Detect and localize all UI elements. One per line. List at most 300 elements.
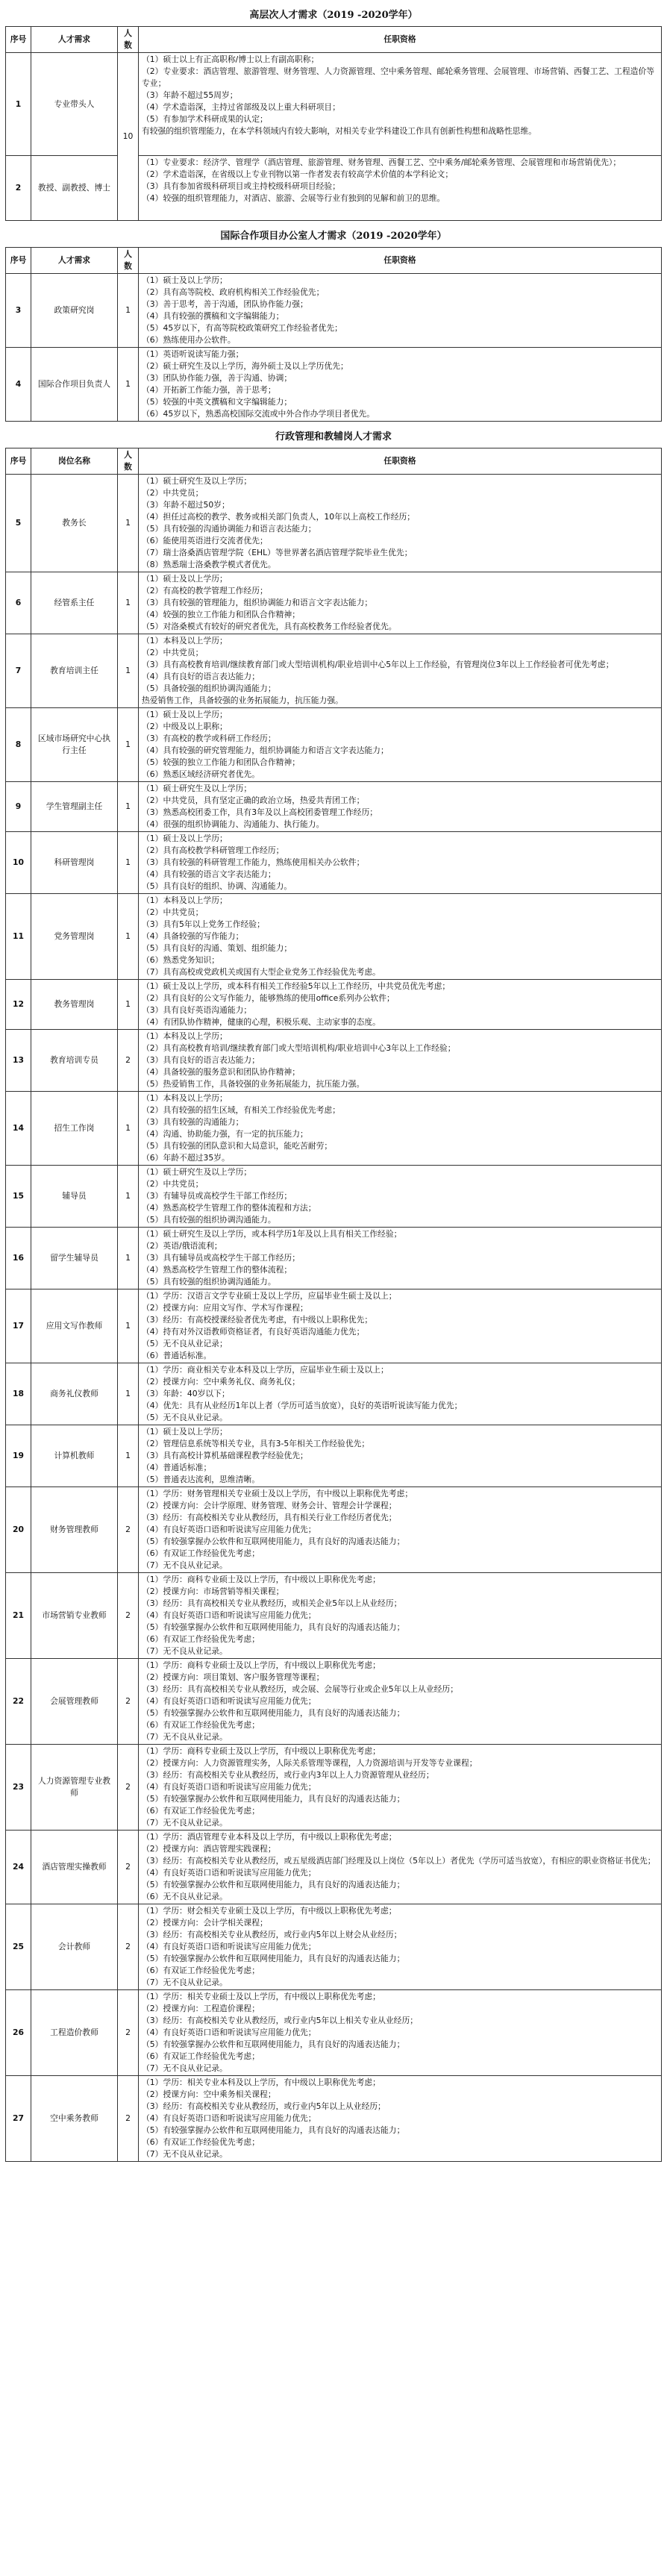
headcount: 2	[118, 1990, 139, 2076]
row-number: 2	[6, 156, 31, 221]
position-name: 会展管理教师	[31, 1659, 118, 1745]
requirement-line: （7）无不良从业记录。	[142, 2149, 228, 2159]
table-row	[6, 53, 662, 156]
table-row	[6, 894, 662, 980]
requirement-line: （2）有高校的教学管理工作经历；	[142, 586, 268, 595]
row-number: 22	[6, 1659, 31, 1745]
requirement-line: （4）具备较强的服务意识和团队协作精神；	[142, 1067, 301, 1077]
requirement-line: （2）学术造诣深，在省级以上专业刊物以第一作者发表有较高学术价值的本学科论文；	[142, 169, 454, 179]
requirement-line: （2）中共党员；	[142, 907, 204, 917]
requirement-line: （2）具有高校教育培训/继续教育部门或大型培训机构/职业培训中心3年以上工作经验；	[142, 1043, 456, 1053]
headcount: 1	[118, 782, 139, 832]
requirement-line: （3）具有高校计算机基础课程教学经验优先；	[142, 1451, 308, 1460]
intl-table-body	[6, 274, 662, 422]
headcount: 2	[118, 2076, 139, 2162]
requirement-line: （6）有双证工作经验优先考虑；	[142, 2051, 260, 2061]
requirement-line: （5）有较强掌握办公软件和互联网使用能力，具有良好的沟通表达能力；	[142, 1880, 405, 1889]
requirement-line: （7）无不良从业记录。	[142, 1560, 228, 1570]
requirement-line: （5）热爱销售工作，具备较强的业务拓展能力，抗压能力强。	[142, 1079, 365, 1089]
requirements-cell	[139, 1425, 662, 1487]
requirements-cell	[139, 1289, 662, 1363]
requirement-line: （3）具有高校教育培训/继续教育部门或大型培训机构/职业培训中心5年以上工作经验，有管理岗位3年以上工作经验者可优先考虑；	[142, 660, 614, 669]
requirement-line: （6）有双证工作经验优先考虑；	[142, 1548, 260, 1558]
headcount: 2	[118, 1659, 139, 1745]
requirements-cell	[139, 634, 662, 708]
requirement-line: （3）具有5年以上党务工作经验；	[142, 919, 265, 929]
requirement-line: （2）具有高等院校、政府机构相关工作经验优先；	[142, 287, 325, 297]
table-row	[6, 156, 662, 221]
header-reqs: 任职资格	[139, 248, 662, 274]
row-number: 16	[6, 1228, 31, 1289]
requirement-line: （6）有双证工作经验优先考虑；	[142, 2137, 260, 2147]
requirement-line: （3）经历：具有高校相关专业从教经历，或会展、会展等行业或企业5年以上从业经历；	[142, 1684, 459, 1694]
table-row	[6, 832, 662, 894]
requirement-line: （4）持有对外汉语教师资格证者，有良好英语沟通能力优先；	[142, 1327, 365, 1337]
requirement-line: （3）熟悉高校团委工作，具有3年及以上高校团委管理工作经历；	[142, 807, 378, 817]
requirement-line: （2）授课方向：会计学相关课程；	[142, 1918, 268, 1928]
position-name: 工程造价教师	[31, 1990, 118, 2076]
headcount: 1	[118, 832, 139, 894]
requirement-line: （5）较强的独立工作能力和团队合作精神；	[142, 757, 301, 767]
requirement-line: （5）有参加学术科研成果的认定；	[142, 114, 268, 124]
header-no: 序号	[6, 27, 31, 53]
table-row	[6, 1487, 662, 1573]
requirement-line: （3）善于思考，善于沟通，团队协作能力强；	[142, 299, 308, 309]
requirement-line: （6）熟悉区域经济研究者优先。	[142, 769, 260, 779]
requirement-line: （3）经历：具有高校相关专业从教经历，或相关企业5年以上从业经历；	[142, 1598, 402, 1608]
high-level-table-body	[6, 53, 662, 221]
requirement-line: （2）授课方向：空中乘务相关课程；	[142, 2089, 276, 2099]
headcount: 2	[118, 1030, 139, 1092]
requirement-line: （4）有良好英语口语和听说读写应用能力优先；	[142, 1696, 316, 1706]
requirement-line: （5）具备较强的组织协调沟通能力；	[142, 684, 276, 693]
requirement-line: （2）中共党员；	[142, 1179, 204, 1189]
requirement-line: （2）授课方向：会计学原理、财务管理、财务会计、管理会计学课程；	[142, 1501, 397, 1510]
table-header-row	[6, 448, 662, 475]
headcount: 1	[118, 894, 139, 980]
headcount: 2	[118, 1904, 139, 1990]
requirement-line: （4）具有较强的撰稿和文字编辑能力；	[142, 311, 284, 321]
position-name: 会计教师	[31, 1904, 118, 1990]
table-row	[6, 1904, 662, 1990]
table-row	[6, 1228, 662, 1289]
position-name: 教务管理岗	[31, 980, 118, 1030]
requirement-line: （2）授课方向：空中乘务礼仪、商务礼仪；	[142, 1377, 301, 1387]
requirement-line: （7）无不良从业记录。	[142, 1646, 228, 1656]
requirement-line: （6）有双证工作经验优先考虑；	[142, 1806, 260, 1816]
requirement-line: （4）有良好英语口语和听说读写应用能力优先；	[142, 1610, 316, 1620]
headcount: 1	[118, 475, 139, 572]
requirement-line: （4）有良好英语口语和听说读写应用能力优先；	[142, 1868, 316, 1878]
requirement-line: （1）学历：相关专业硕士及以上学历，有中级以上职称优先考虑；	[142, 1992, 381, 2001]
requirements-cell	[139, 156, 662, 221]
position-name: 教育培训主任	[31, 634, 118, 708]
requirement-line: （1）本科及以上学历；	[142, 1093, 228, 1103]
table-row	[6, 1166, 662, 1228]
position-name: 教授、副教授、博士	[31, 156, 118, 221]
requirement-line: （1）本科及以上学历；	[142, 1031, 228, 1041]
position-name: 留学生辅导员	[31, 1228, 118, 1289]
table-row	[6, 572, 662, 634]
requirement-line: （1）学历：财会相关专业硕士及以上学历，有中级以上职称优先考虑；	[142, 1906, 397, 1916]
requirement-line: （3）具有较强的管理能力，组织协调能力和语言文字表达能力；	[142, 598, 373, 607]
requirement-line: （4）学术造诣深，主持过省部级及以上重大科研项目；	[142, 102, 340, 112]
header-count: 人数	[118, 27, 139, 53]
requirements-cell	[139, 1363, 662, 1425]
requirement-line: （5）具有较强的组织协调沟通能力。	[142, 1215, 276, 1225]
requirements-cell	[139, 782, 662, 832]
requirements-cell	[139, 832, 662, 894]
table-row	[6, 1092, 662, 1166]
requirement-line: （8）熟悉瑞士洛桑教学模式者优先。	[142, 560, 276, 569]
row-number: 13	[6, 1030, 31, 1092]
row-number: 3	[6, 274, 31, 348]
header-name: 人才需求	[31, 27, 118, 53]
requirement-line: （5）具有较强的团队意识和大局意识，能吃苦耐劳；	[142, 1141, 333, 1151]
requirement-line: （1）硕士及以上学历；	[142, 834, 228, 843]
row-number: 6	[6, 572, 31, 634]
requirement-line: （4）熟悉高校学生管理工作的整体流程和方法；	[142, 1203, 316, 1213]
requirements-cell	[139, 980, 662, 1030]
requirement-line: （1）学历：财务管理相关专业硕士及以上学历，有中级以上职称优先考虑；	[142, 1489, 413, 1498]
table-row	[6, 1990, 662, 2076]
requirement-line: （3）经历：有高校相关专业从教经历，或行业内5年以上财会从业经历；	[142, 1930, 402, 1939]
position-name: 科研管理岗	[31, 832, 118, 894]
section-title-high-level: 高层次人才需求（2019 -2020学年）	[249, 10, 418, 21]
table-row	[6, 475, 662, 572]
requirement-line: 有较强的组织管理能力，在本学科领域内有较大影响，对相关专业学科建设工作具有创新性构想和战略性思维。	[142, 126, 537, 136]
requirement-line: （2）具有高校教学科研管理工作经历；	[142, 845, 284, 855]
header-reqs: 任职资格	[139, 448, 662, 475]
header-no: 序号	[6, 248, 31, 274]
row-number: 9	[6, 782, 31, 832]
admin-table-body	[6, 475, 662, 2162]
requirement-line: （4）有团队协作精神，健康的心理，积极乐观、主动家事的态度。	[142, 1017, 381, 1027]
requirement-line: （5）有较强掌握办公软件和互联网使用能力，具有良好的沟通表达能力；	[142, 2125, 405, 2135]
table-row	[6, 634, 662, 708]
requirements-cell	[139, 1573, 662, 1659]
headcount: 10	[118, 53, 139, 221]
high-level-table	[5, 26, 662, 221]
requirements-cell	[139, 1990, 662, 2076]
requirement-line: （5）有较强掌握办公软件和互联网使用能力，具有良好的沟通表达能力；	[142, 1794, 405, 1804]
header-name: 岗位名称	[31, 448, 118, 475]
requirement-line: （1）硕士以上有正高职称/博士以上有副高职称；	[142, 54, 319, 64]
table-row	[6, 1573, 662, 1659]
requirement-line: （4）具有较强的语言文字表达能力；	[142, 869, 276, 879]
position-name: 国际合作项目负责人	[31, 348, 118, 422]
headcount: 2	[118, 1745, 139, 1831]
requirement-line: （4）熟悉高校学生管理工作的整体流程；	[142, 1265, 292, 1275]
requirement-line: （7）具有高校或党政机关或国有大型企业党务工作经验优先考虑。	[142, 967, 381, 977]
position-name: 教务长	[31, 475, 118, 572]
headcount: 1	[118, 1166, 139, 1228]
position-name: 人力资源管理专业教师	[31, 1745, 118, 1831]
headcount: 1	[118, 1289, 139, 1363]
requirement-line: （3）年龄不超过50岁；	[142, 500, 230, 510]
requirements-cell	[139, 894, 662, 980]
requirement-line: （1）硕士研究生及以上学历；	[142, 784, 252, 793]
requirement-line: （4）有良好英语口语和听说读写应用能力优先；	[142, 1942, 316, 1951]
headcount: 2	[118, 1487, 139, 1573]
requirements-cell	[139, 1659, 662, 1745]
row-number: 27	[6, 2076, 31, 2162]
requirement-line: （6）有双证工作经验优先考虑；	[142, 1966, 260, 1975]
requirement-line: （3）经历：有高校相关专业从教经历，或五星级酒店部门经理及以上岗位（5年以上）者优先（学历可适当放宽），有相应的职业资格证书优先；	[142, 1856, 656, 1866]
requirements-cell	[139, 1092, 662, 1166]
requirement-line: （4）较强的独立工作能力和团队合作精神；	[142, 610, 301, 619]
header-reqs: 任职资格	[139, 27, 662, 53]
row-number: 26	[6, 1990, 31, 2076]
requirement-line: （4）有良好英语口语和听说读写应用能力优先；	[142, 1782, 316, 1792]
headcount: 1	[118, 348, 139, 422]
table-row	[6, 274, 662, 348]
row-number: 25	[6, 1904, 31, 1990]
requirement-line: （4）沟通、协助能力强，有一定的抗压能力；	[142, 1129, 308, 1139]
headcount: 1	[118, 1092, 139, 1166]
position-name: 招生工作岗	[31, 1092, 118, 1166]
requirement-line: （5）无不良从业记录。	[142, 1413, 228, 1422]
table-row	[6, 1425, 662, 1487]
requirement-line: （4）有良好英语口语和听说读写应用能力优先；	[142, 2113, 316, 2123]
requirement-line: （2）中共党员，具有坚定正确的政治立场，热爱共青团工作；	[142, 795, 365, 805]
requirement-line: （3）具有较强的沟通能力；	[142, 1117, 244, 1127]
requirement-line: （3）年龄：40岁以下；	[142, 1389, 230, 1398]
row-number: 8	[6, 708, 31, 782]
requirement-line: （3）年龄不超过55周岁；	[142, 90, 238, 100]
requirement-line: （3）具有辅导员或高校学生干部工作经历；	[142, 1253, 301, 1263]
section-title-intl: 国际合作项目办公室人才需求（2019 -2020学年）	[220, 231, 447, 242]
requirements-cell	[139, 1487, 662, 1573]
requirement-line: （4）较强的组织管理能力，对酒店、旅游、会展等行业有独到的见解和前卫的思维。	[142, 193, 445, 203]
requirement-line: （3）经历：有高校相关专业从教经历，具有相关行业工作经历者优先；	[142, 1513, 397, 1522]
requirement-line: （5）普通表达流利，思维清晰。	[142, 1475, 260, 1484]
requirement-line: （2）具有较强的招生区域，有相关工作经验优先考虑；	[142, 1105, 340, 1115]
requirement-line: （6）年龄不超过35岁。	[142, 1153, 230, 1163]
admin-table	[5, 448, 662, 2162]
requirement-line: （2）授课方向：项目策划、客户服务管理等课程；	[142, 1672, 325, 1682]
requirement-line: （5）对洛桑模式有较好的研究者优先，具有高校教务工作经验者优先。	[142, 622, 397, 631]
position-name: 市场营销专业教师	[31, 1573, 118, 1659]
requirement-line: （4）开拓新工作能力强，善于思考；	[142, 385, 276, 395]
requirement-line: （1）专业要求：经济学、管理学（酒店管理、旅游管理、财务管理、西餐工艺、空中乘务/邮轮乘务管理、会展管理和市场营销优先）；	[142, 157, 621, 167]
position-name: 专业带头人	[31, 53, 118, 156]
requirement-line: （7）无不良从业记录。	[142, 2063, 228, 2073]
requirements-cell	[139, 1831, 662, 1904]
row-number: 23	[6, 1745, 31, 1831]
requirement-line: （2）授课方向：应用文写作、学术写作课程；	[142, 1303, 308, 1313]
requirement-line: （1）学历：酒店管理专业本科及以上学历，有中级以上职称优先考虑；	[142, 1832, 397, 1842]
header-count: 人数	[118, 248, 139, 274]
section-title-admin: 行政管理和教辅岗人才需求	[275, 431, 392, 443]
requirement-line: 热爱销售工作，具备较强的业务拓展能力，抗压能力强。	[142, 695, 343, 705]
header-no: 序号	[6, 448, 31, 475]
requirement-line: （1）学历：相关专业本科及以上学历，有中级以上职称优先考虑；	[142, 2078, 381, 2087]
requirement-line: （6）无不良从业记录。	[142, 1892, 228, 1901]
requirement-line: （4）具有较强的研究管理能力，组织协调能力和语言文字表达能力；	[142, 745, 389, 755]
row-number: 20	[6, 1487, 31, 1573]
requirement-line: （4）具备较强的写作能力；	[142, 931, 244, 941]
headcount: 1	[118, 572, 139, 634]
table-row	[6, 2076, 662, 2162]
intl-table	[5, 247, 662, 422]
requirement-line: （1）硕士及以上学历；	[142, 275, 228, 285]
header-count: 人数	[118, 448, 139, 475]
table-row	[6, 708, 662, 782]
position-name: 财务管理教师	[31, 1487, 118, 1573]
requirement-line: （5）有较强掌握办公软件和互联网使用能力，具有良好的沟通表达能力；	[142, 1536, 405, 1546]
position-name: 学生管理副主任	[31, 782, 118, 832]
requirements-cell	[139, 1745, 662, 1831]
requirement-line: （1）硕士及以上学历，或本科有相关工作经验5年以上工作经历，中共党员优先考虑；	[142, 981, 451, 991]
requirement-line: （5）有较强掌握办公软件和互联网使用能力，具有良好的沟通表达能力；	[142, 1708, 405, 1718]
requirements-cell	[139, 1030, 662, 1092]
requirement-line: （4）普通话标准；	[142, 1463, 212, 1472]
requirement-line: （3）有高校的教学或科研工作经历；	[142, 734, 276, 743]
requirement-line: （6）熟悉党务知识；	[142, 955, 220, 965]
requirement-line: （3）经历：有高校相关专业从教经历，或行业内3年以上人力资源管理从业经历；	[142, 1770, 434, 1780]
headcount: 1	[118, 1425, 139, 1487]
requirement-line: （1）硕士研究生及以上学历；	[142, 476, 252, 486]
requirement-line: （6）熟练使用办公软件。	[142, 335, 236, 345]
requirement-line: （1）学历：商科专业硕士及以上学历，有中级以上职称优先考虑；	[142, 1575, 381, 1584]
requirement-line: （7）无不良从业记录。	[142, 1978, 228, 1987]
row-number: 14	[6, 1092, 31, 1166]
requirement-line: （2）英语/俄语流利；	[142, 1241, 222, 1251]
requirement-line: （2）中共党员；	[142, 648, 204, 657]
requirements-cell	[139, 2076, 662, 2162]
position-name: 计算机教师	[31, 1425, 118, 1487]
header-name: 人才需求	[31, 248, 118, 274]
position-name: 区域市场研究中心执行主任	[31, 708, 118, 782]
requirement-line: （2）授课方向：市场营销等相关课程；	[142, 1586, 284, 1596]
position-name: 教育培训专员	[31, 1030, 118, 1092]
requirement-line: （1）硕士及以上学历；	[142, 574, 228, 584]
requirement-line: （4）优先：具有从业经历1年以上者（学历可适当放宽），良好的英语听说读写能力优先；	[142, 1401, 463, 1410]
requirement-line: （3）经历：有高校授课经验者优先考虑，有中级以上职称优先；	[142, 1315, 373, 1325]
headcount: 2	[118, 1831, 139, 1904]
requirement-line: （1）学历：商科专业硕士及以上学历，有中级以上职称优先考虑；	[142, 1660, 381, 1670]
requirement-line: （4）很强的组织协调能力、沟通能力、执行能力。	[142, 819, 325, 829]
requirement-line: （4）具有良好的语言表达能力；	[142, 672, 260, 681]
requirement-line: （2）专业要求：酒店管理、旅游管理、财务管理、人力资源管理、空中乘务管理、邮轮乘务管理、会展管理、市场营销、西餐工艺、工程造价等专业；	[142, 66, 655, 88]
requirement-line: （3）团队协作能力强，善于沟通、协调；	[142, 373, 292, 383]
headcount: 1	[118, 708, 139, 782]
row-number: 18	[6, 1363, 31, 1425]
table-row	[6, 980, 662, 1030]
row-number: 5	[6, 475, 31, 572]
row-number: 21	[6, 1573, 31, 1659]
requirements-cell	[139, 53, 662, 156]
position-name: 应用文写作教师	[31, 1289, 118, 1363]
requirement-line: （5）较强的中英文撰稿和文字编辑能力；	[142, 397, 292, 407]
table-row	[6, 782, 662, 832]
position-name: 经管系主任	[31, 572, 118, 634]
requirement-line: （1）本科及以上学历；	[142, 895, 228, 905]
requirement-line: （3）具有良好的语言表达能力；	[142, 1055, 260, 1065]
requirement-line: （7）无不良从业记录。	[142, 1818, 228, 1828]
position-name: 商务礼仪教师	[31, 1363, 118, 1425]
requirement-line: （3）经历：有高校相关专业从教经历，或行业内5年以上从业经历；	[142, 2101, 386, 2111]
requirement-line: （1）硕士及以上学历；	[142, 710, 228, 719]
row-number: 10	[6, 832, 31, 894]
row-number: 19	[6, 1425, 31, 1487]
table-row	[6, 1030, 662, 1092]
requirement-line: （3）有辅导员或高校学生干部工作经历；	[142, 1191, 292, 1201]
requirement-line: （1）硕士及以上学历；	[142, 1427, 228, 1437]
position-name: 空中乘务教师	[31, 2076, 118, 2162]
row-number: 12	[6, 980, 31, 1030]
requirement-line: （5）具有良好的沟通、策划、组织能力；	[142, 943, 292, 953]
requirement-line: （5）45岁以下，有高等院校政策研究工作经验者优先；	[142, 323, 342, 333]
headcount: 1	[118, 274, 139, 348]
row-number: 15	[6, 1166, 31, 1228]
requirement-line: （2）具有良好的公文写作能力，能够熟练的使用office系列办公软件；	[142, 993, 395, 1003]
requirement-line: （2）授课方向：工程造价课程；	[142, 2004, 260, 2013]
row-number: 24	[6, 1831, 31, 1904]
requirement-line: （1）本科及以上学历；	[142, 636, 228, 645]
requirement-line: （2）授课方向：酒店管理实践课程；	[142, 1844, 276, 1854]
requirement-line: （6）能使用英语进行交流者优先；	[142, 536, 268, 545]
requirement-line: （5）有较强掌握办公软件和互联网使用能力，具有良好的沟通表达能力；	[142, 1954, 405, 1963]
requirement-line: （6）45岁以下，熟悉高校国际交流或中外合作办学项目者优先。	[142, 409, 375, 419]
position-name: 酒店管理实操教师	[31, 1831, 118, 1904]
requirement-line: （2）中共党员；	[142, 488, 204, 498]
requirement-line: （2）管理信息系统等相关专业，具有3-5年相关工作经验优先；	[142, 1439, 370, 1448]
requirement-line: （6）普通话标准。	[142, 1351, 212, 1360]
requirement-line: （3）经历：有高校相关专业从教经历，或行业内5年以上相关专业从业经历；	[142, 2016, 419, 2025]
table-row	[6, 1745, 662, 1831]
requirements-cell	[139, 1166, 662, 1228]
requirement-line: （5）有较强掌握办公软件和互联网使用能力，具有良好的沟通表达能力；	[142, 2039, 405, 2049]
requirement-line: （5）具有良好的组织、协调、沟通能力。	[142, 881, 292, 891]
requirement-line: （2）中级及以上职称；	[142, 722, 228, 731]
requirement-line: （4）担任过高校的教学、教务或相关部门负责人，10年以上高校工作经历；	[142, 512, 416, 522]
requirements-cell	[139, 1228, 662, 1289]
requirement-line: （5）有较强掌握办公软件和互联网使用能力，具有良好的沟通表达能力；	[142, 1622, 405, 1632]
requirement-line: （3）具有参加省级科研项目或主持校级科研项目经验；	[142, 181, 340, 191]
row-number: 7	[6, 634, 31, 708]
requirement-line: （5）具有较强的组织协调沟通能力。	[142, 1277, 276, 1287]
table-row	[6, 1659, 662, 1745]
requirements-cell	[139, 708, 662, 782]
requirement-line: （5）无不良从业记录；	[142, 1339, 228, 1348]
position-name: 政策研究岗	[31, 274, 118, 348]
headcount: 1	[118, 1363, 139, 1425]
table-row	[6, 1363, 662, 1425]
requirements-cell	[139, 1904, 662, 1990]
headcount: 1	[118, 980, 139, 1030]
requirement-line: （1）硕士研究生及以上学历；	[142, 1167, 252, 1177]
requirement-line: （6）有双证工作经验优先考虑；	[142, 1634, 260, 1644]
table-header-row	[6, 248, 662, 274]
headcount: 1	[118, 1228, 139, 1289]
table-row	[6, 1289, 662, 1363]
requirement-line: （7）无不良从业记录。	[142, 1732, 228, 1742]
requirement-line: （3）具有较强的科研管理工作能力，熟练使用相关办公软件；	[142, 857, 365, 867]
requirement-line: （1）学历：商科专业硕士及以上学历，有中级以上职称优先考虑；	[142, 1746, 381, 1756]
requirement-line: （4）有良好英语口语和听说读写应用能力优先；	[142, 1525, 316, 1534]
requirements-cell	[139, 475, 662, 572]
row-number: 11	[6, 894, 31, 980]
headcount: 1	[118, 634, 139, 708]
row-number: 17	[6, 1289, 31, 1363]
table-row	[6, 348, 662, 422]
requirement-line: （1）硕士研究生及以上学历，或本科学历1年及以上具有相关工作经验；	[142, 1229, 402, 1239]
requirement-line: （1）学历：汉语言文学专业硕士及以上学历，应届毕业生硕士及以上；	[142, 1291, 397, 1301]
requirements-cell	[139, 572, 662, 634]
row-number: 4	[6, 348, 31, 422]
